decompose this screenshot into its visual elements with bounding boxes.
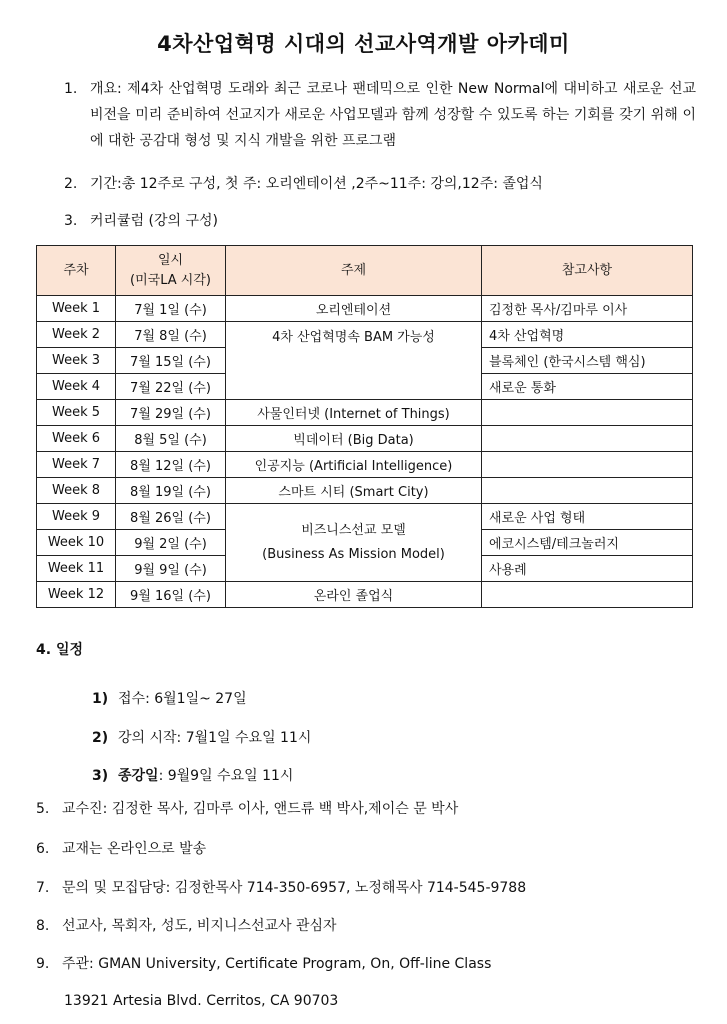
- cell-note: [482, 426, 693, 452]
- cell-week: Week 12: [37, 582, 116, 608]
- page-title: 4차산업혁명 시대의 선교사역개발 아카데미: [157, 32, 570, 56]
- section-number: 4.: [36, 642, 52, 658]
- curriculum-heading: 커리큘럼 (강의 구성): [90, 213, 219, 229]
- header-date-line2: (미국LA 시각): [130, 272, 211, 288]
- cell-note: 김정한 목사/김마루 이사: [482, 296, 693, 322]
- cell-date: 7월 8일 (수): [116, 322, 226, 348]
- table-row: [37, 582, 693, 608]
- cell-date: 9월 16일 (수): [116, 582, 226, 608]
- cell-note: 사용례: [482, 556, 693, 582]
- period-text: 기간:총 12주로 구성, 첫 주: 오리엔테이션 ,2주~11주: 강의,12주: 졸업식: [90, 176, 543, 192]
- schedule-label: 접수: [118, 691, 146, 707]
- schedule-value: : 6월1일~ 27일: [145, 691, 247, 707]
- section-faculty: [36, 796, 458, 822]
- cell-note: [482, 582, 693, 608]
- section-number: 7.: [36, 880, 50, 896]
- schedule-label: 종강일: [118, 768, 159, 784]
- cell-note: 새로운 통화: [482, 374, 693, 400]
- table-row: [37, 400, 693, 426]
- faculty-text: 교수진: 김정한 목사, 김마루 이사, 앤드류 백 박사,제이슨 문 박사: [62, 801, 459, 817]
- section-number: 1.: [64, 81, 78, 97]
- cell-topic: 사물인터넷 (Internet of Things): [226, 400, 482, 426]
- cell-week: Week 6: [37, 426, 116, 452]
- table-row: [37, 322, 693, 348]
- cell-topic: 인공지능 (Artificial Intelligence): [226, 452, 482, 478]
- overview-text: 개요: 제4차 산업혁명 도래와 최근 코로나 팬데믹으로 인한 New Normal에 대비하고 새로운 선교 비전을 미리 준비하여 선교지가 새로운 사업모델과 함께 성장할 수 있도록 하는 기회를 갖기 위해 이에 대한 공감대 형성 및 지식 개발을 위한 프로그램: [90, 81, 696, 149]
- cell-week: Week 2: [37, 322, 116, 348]
- cell-week: Week 10: [37, 530, 116, 556]
- cell-date: 8월 12일 (수): [116, 452, 226, 478]
- schedule-label: 강의 시작: [118, 730, 177, 746]
- cell-date: 8월 5일 (수): [116, 426, 226, 452]
- schedule-number: 2): [92, 730, 109, 746]
- cell-date: 8월 26일 (수): [116, 504, 226, 530]
- cell-week: Week 4: [37, 374, 116, 400]
- section-contact: [36, 875, 526, 901]
- section-number: 2.: [64, 176, 78, 192]
- cell-week: Week 7: [37, 452, 116, 478]
- section-curriculum: [64, 208, 696, 234]
- cell-week: Week 11: [37, 556, 116, 582]
- cell-note: [482, 400, 693, 426]
- contact-text: 문의 및 모집담당: 김정한목사 714-350-6957, 노정해목사 714-545-9788: [62, 880, 527, 896]
- cell-topic: 4차 산업혁명속 BAM 가능성: [226, 322, 482, 400]
- cell-week: Week 5: [37, 400, 116, 426]
- topic-line1: 비즈니스선교 모델: [301, 522, 406, 538]
- cell-topic: 온라인 졸업식: [226, 582, 482, 608]
- cell-date: 7월 22일 (수): [116, 374, 226, 400]
- table-header-row: [37, 246, 693, 296]
- section-number: 9.: [36, 956, 50, 972]
- cell-date: 9월 2일 (수): [116, 530, 226, 556]
- section-schedule-heading: [36, 637, 83, 663]
- section-period: [64, 171, 696, 197]
- table-row: [37, 504, 693, 530]
- cell-topic: 스마트 시티 (Smart City): [226, 478, 482, 504]
- table-row: [37, 452, 693, 478]
- cell-topic: [226, 504, 482, 582]
- section-materials: [36, 836, 206, 862]
- section-audience: [36, 913, 337, 939]
- cell-week: Week 1: [37, 296, 116, 322]
- table-row: [37, 296, 693, 322]
- curriculum-table: [36, 245, 693, 608]
- materials-text: 교재는 온라인으로 발송: [62, 841, 207, 857]
- header-date: [116, 246, 226, 296]
- schedule-value: : 9월9일 수요일 11시: [158, 768, 294, 784]
- cell-date: 7월 15일 (수): [116, 348, 226, 374]
- schedule-value: : 7월1일 수요일 11시: [176, 730, 312, 746]
- cell-date: 7월 29일 (수): [116, 400, 226, 426]
- schedule-item: [92, 765, 293, 785]
- table-row: [37, 478, 693, 504]
- schedule-item: [92, 727, 311, 747]
- schedule-number: 3): [92, 768, 109, 784]
- cell-topic: 빅데이터 (Big Data): [226, 426, 482, 452]
- topic-line2: (Business As Mission Model): [262, 546, 445, 562]
- header-week: 주차: [37, 246, 116, 296]
- cell-note: 블록체인 (한국시스템 핵심): [482, 348, 693, 374]
- audience-text: 선교사, 목회자, 성도, 비지니스선교사 관심자: [62, 918, 337, 934]
- cell-week: Week 3: [37, 348, 116, 374]
- cell-week: Week 8: [37, 478, 116, 504]
- cell-note: 4차 산업혁명: [482, 322, 693, 348]
- header-note: 참고사항: [482, 246, 693, 296]
- section-number: 3.: [64, 213, 78, 229]
- cell-date: 9월 9일 (수): [116, 556, 226, 582]
- section-organizer: [36, 951, 491, 977]
- organizer-text: 주관: GMAN University, Certificate Program, On, Off-line Class: [62, 956, 492, 972]
- section-number: 5.: [36, 801, 50, 817]
- section-number: 8.: [36, 918, 50, 934]
- cell-note: 새로운 사업 형태: [482, 504, 693, 530]
- section-overview: [64, 76, 696, 154]
- header-date-line1: 일시: [157, 252, 184, 268]
- schedule-item: [92, 688, 247, 708]
- cell-note: 에코시스템/테크놀러지: [482, 530, 693, 556]
- address: 13921 Artesia Blvd. Cerritos, CA 90703: [64, 993, 339, 1009]
- schedule-heading: 일정: [55, 642, 83, 658]
- section-number: 6.: [36, 841, 50, 857]
- table-row: [37, 426, 693, 452]
- cell-date: 8월 19일 (수): [116, 478, 226, 504]
- cell-note: [482, 478, 693, 504]
- header-topic: 주제: [226, 246, 482, 296]
- cell-week: Week 9: [37, 504, 116, 530]
- cell-note: [482, 452, 693, 478]
- cell-topic: 오리엔테이션: [226, 296, 482, 322]
- schedule-number: 1): [92, 691, 109, 707]
- cell-date: 7월 1일 (수): [116, 296, 226, 322]
